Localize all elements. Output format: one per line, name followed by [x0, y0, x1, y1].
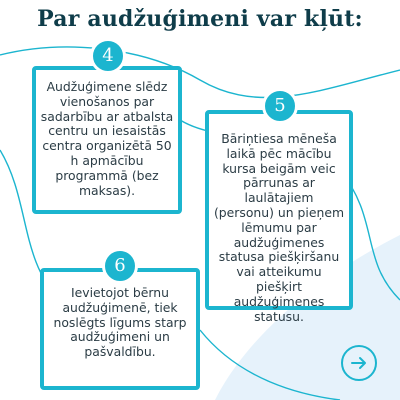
page-title: Par audžuģimeni var kļūt: [37, 6, 363, 32]
step-5-text: Bāriņtiesa mēneša laikā pēc mācību kursa beigām veic pārrunas ar laulātajiem (personu) un pieņem lēmumu par audžuģimenes statusa piešķiršanu vai atteikumu piešķirt audžuģimenes statusu. [213, 131, 345, 324]
next-button[interactable] [341, 345, 377, 381]
arrow-right-icon [350, 354, 368, 372]
step-card-5 [205, 110, 353, 324]
step-card-6 [40, 268, 200, 390]
step-badge-5: 5 [262, 88, 298, 124]
step-badge-4: 4 [90, 38, 126, 74]
step-card-4 [32, 66, 182, 214]
step-6-text: Ievietojot bērnu audžuģimenē, tiek noslēgts līgums starp audžuģimeni un pašvaldību. [53, 285, 187, 360]
step-4-text: Audžuģimene slēdz vienošanos par sadarbību ar atbalsta centru un iesaistās centra organizētā 50 h apmācību programmā (bez maksas). [40, 79, 174, 198]
step-badge-6: 6 [102, 248, 138, 284]
